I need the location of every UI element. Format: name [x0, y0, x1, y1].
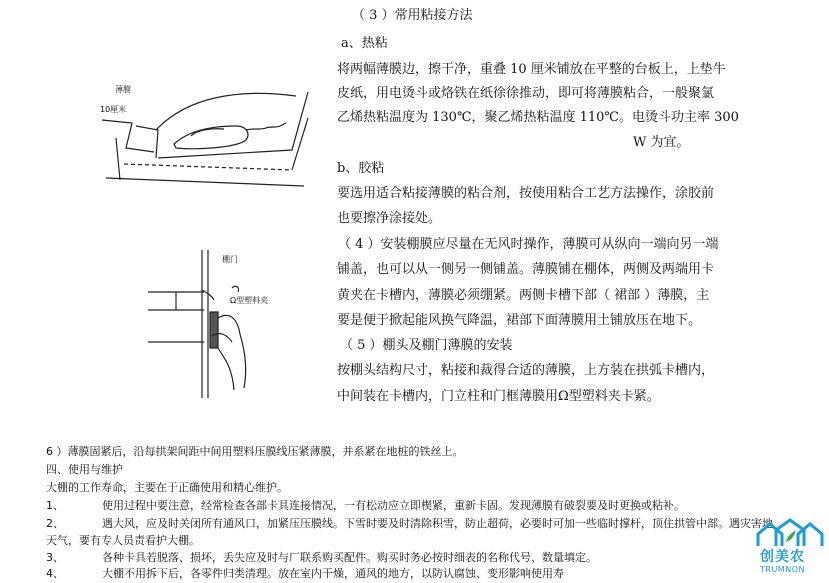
- install-line-1: （ 4 ）安装棚膜应尽量在无风时操作，薄膜可从纵向一端向另一端: [338, 237, 719, 252]
- glue-bonding-line-2: 也要擦净涂接处。: [337, 211, 442, 226]
- install-line-2: 铺盖，也可以从一侧另一侧铺盖。薄膜铺在棚体，两侧及两端用卡: [337, 262, 715, 277]
- door-line-1: 按棚头结构尺寸，粘接和裁得合适的薄膜，上方装在拱弧卡槽内，: [337, 363, 715, 378]
- item-text: 使用过程中要注意，经常检查各部卡具连接情况，一有松动应立即楔紧，重新卡固。发现薄膜有破裂要及时更换或粘补。: [102, 499, 685, 512]
- heat-bonding-line-2: 皮纸，用电烫斗或烙铁在纸徐徐推动，即可将薄膜粘合，一般聚氯: [337, 86, 715, 101]
- item-number: 1、: [46, 499, 64, 512]
- brand-english-name: TRUMNON: [760, 565, 805, 574]
- item-text: 大棚不用拆下后，各零件归类清理。放在室内干燥，通风的地方，以防认腐蚀、变形影响使用寿: [102, 567, 564, 580]
- item-number: 4、: [46, 567, 64, 580]
- door-title: （ 5 ）棚头及棚门薄膜的安装: [340, 338, 513, 353]
- install-line-3: 黄夹在卡槽内，薄膜必须绷紧。两侧卡槽下部（ 裙部 ）薄膜，主: [337, 288, 710, 303]
- door-label: 棚门: [222, 255, 238, 264]
- glue-bonding-title: b、胶粘: [337, 161, 385, 176]
- lower-line-1: 6 ）薄膜固紧后，沿每拱架间距中间用塑料压膜线压紧薄膜，并系紧在地桩的铁丝上。: [46, 445, 464, 458]
- item-number: 2、: [46, 517, 64, 530]
- install-line-4: 要是便于掀起能风换气降温，裙部下面薄膜用土铺放压在地下。: [337, 313, 702, 328]
- maintenance-item-2-cont: 天气，要有专人员责看护大棚。: [46, 534, 200, 547]
- film-label: 薄膜: [115, 85, 131, 94]
- item-text: 遇大风，应及时关闭所有通风口，加紧压压膜线。下雪时要及时清除积雪，防止超荷，必要时可加一些临时撑杆，顶住拱管中部。遇灾害地: [102, 517, 773, 530]
- heat-bonding-figure: [96, 78, 326, 203]
- iron-illustration: [96, 78, 326, 203]
- greenhouse-logo-icon: [746, 516, 828, 548]
- heat-bonding-line-4: W 为宜。: [633, 135, 690, 150]
- door-line-2: 中间装在卡槽内，门立柱和门框薄膜用Ω型塑料夹卡紧。: [337, 389, 660, 404]
- brand-name: 创美农: [760, 549, 805, 565]
- heat-bonding-line-3: 乙烯热粘温度为 130℃，聚乙烯热粘温度 110℃。电烫斗功主率 300: [337, 110, 739, 125]
- ten-cm-label: 10厘米: [100, 105, 127, 114]
- door-clip-figure: [140, 250, 290, 398]
- lower-line-3: 大棚的工作寿命，主要在于正确使用和精心维护。: [46, 481, 288, 494]
- item-number: 3、: [46, 551, 64, 564]
- brand-logo: [746, 516, 828, 580]
- heat-bonding-title: a、热粘: [341, 36, 388, 51]
- door-clip-illustration: [140, 250, 290, 398]
- item-text: 各种卡具若脱落、损坏，丢失应及时与厂联系购买配件。购买时务必按时细表的名称代号、数量填定。: [102, 551, 597, 564]
- heat-bonding-line-1: 将两幅薄膜边，擦干净，重叠 10 厘米铺放在平整的台板上，上垫牛: [337, 62, 726, 77]
- section-title: （ 3 ）常用粘接方法: [352, 8, 473, 23]
- omega-clip-label: Ω型塑料夹: [230, 296, 269, 305]
- glue-bonding-line-1: 要选用适合粘接薄膜的粘合剂，按使用粘合工艺方法操作，涂胶前: [337, 186, 715, 201]
- lower-line-2: 四、使用与维护: [46, 463, 123, 476]
